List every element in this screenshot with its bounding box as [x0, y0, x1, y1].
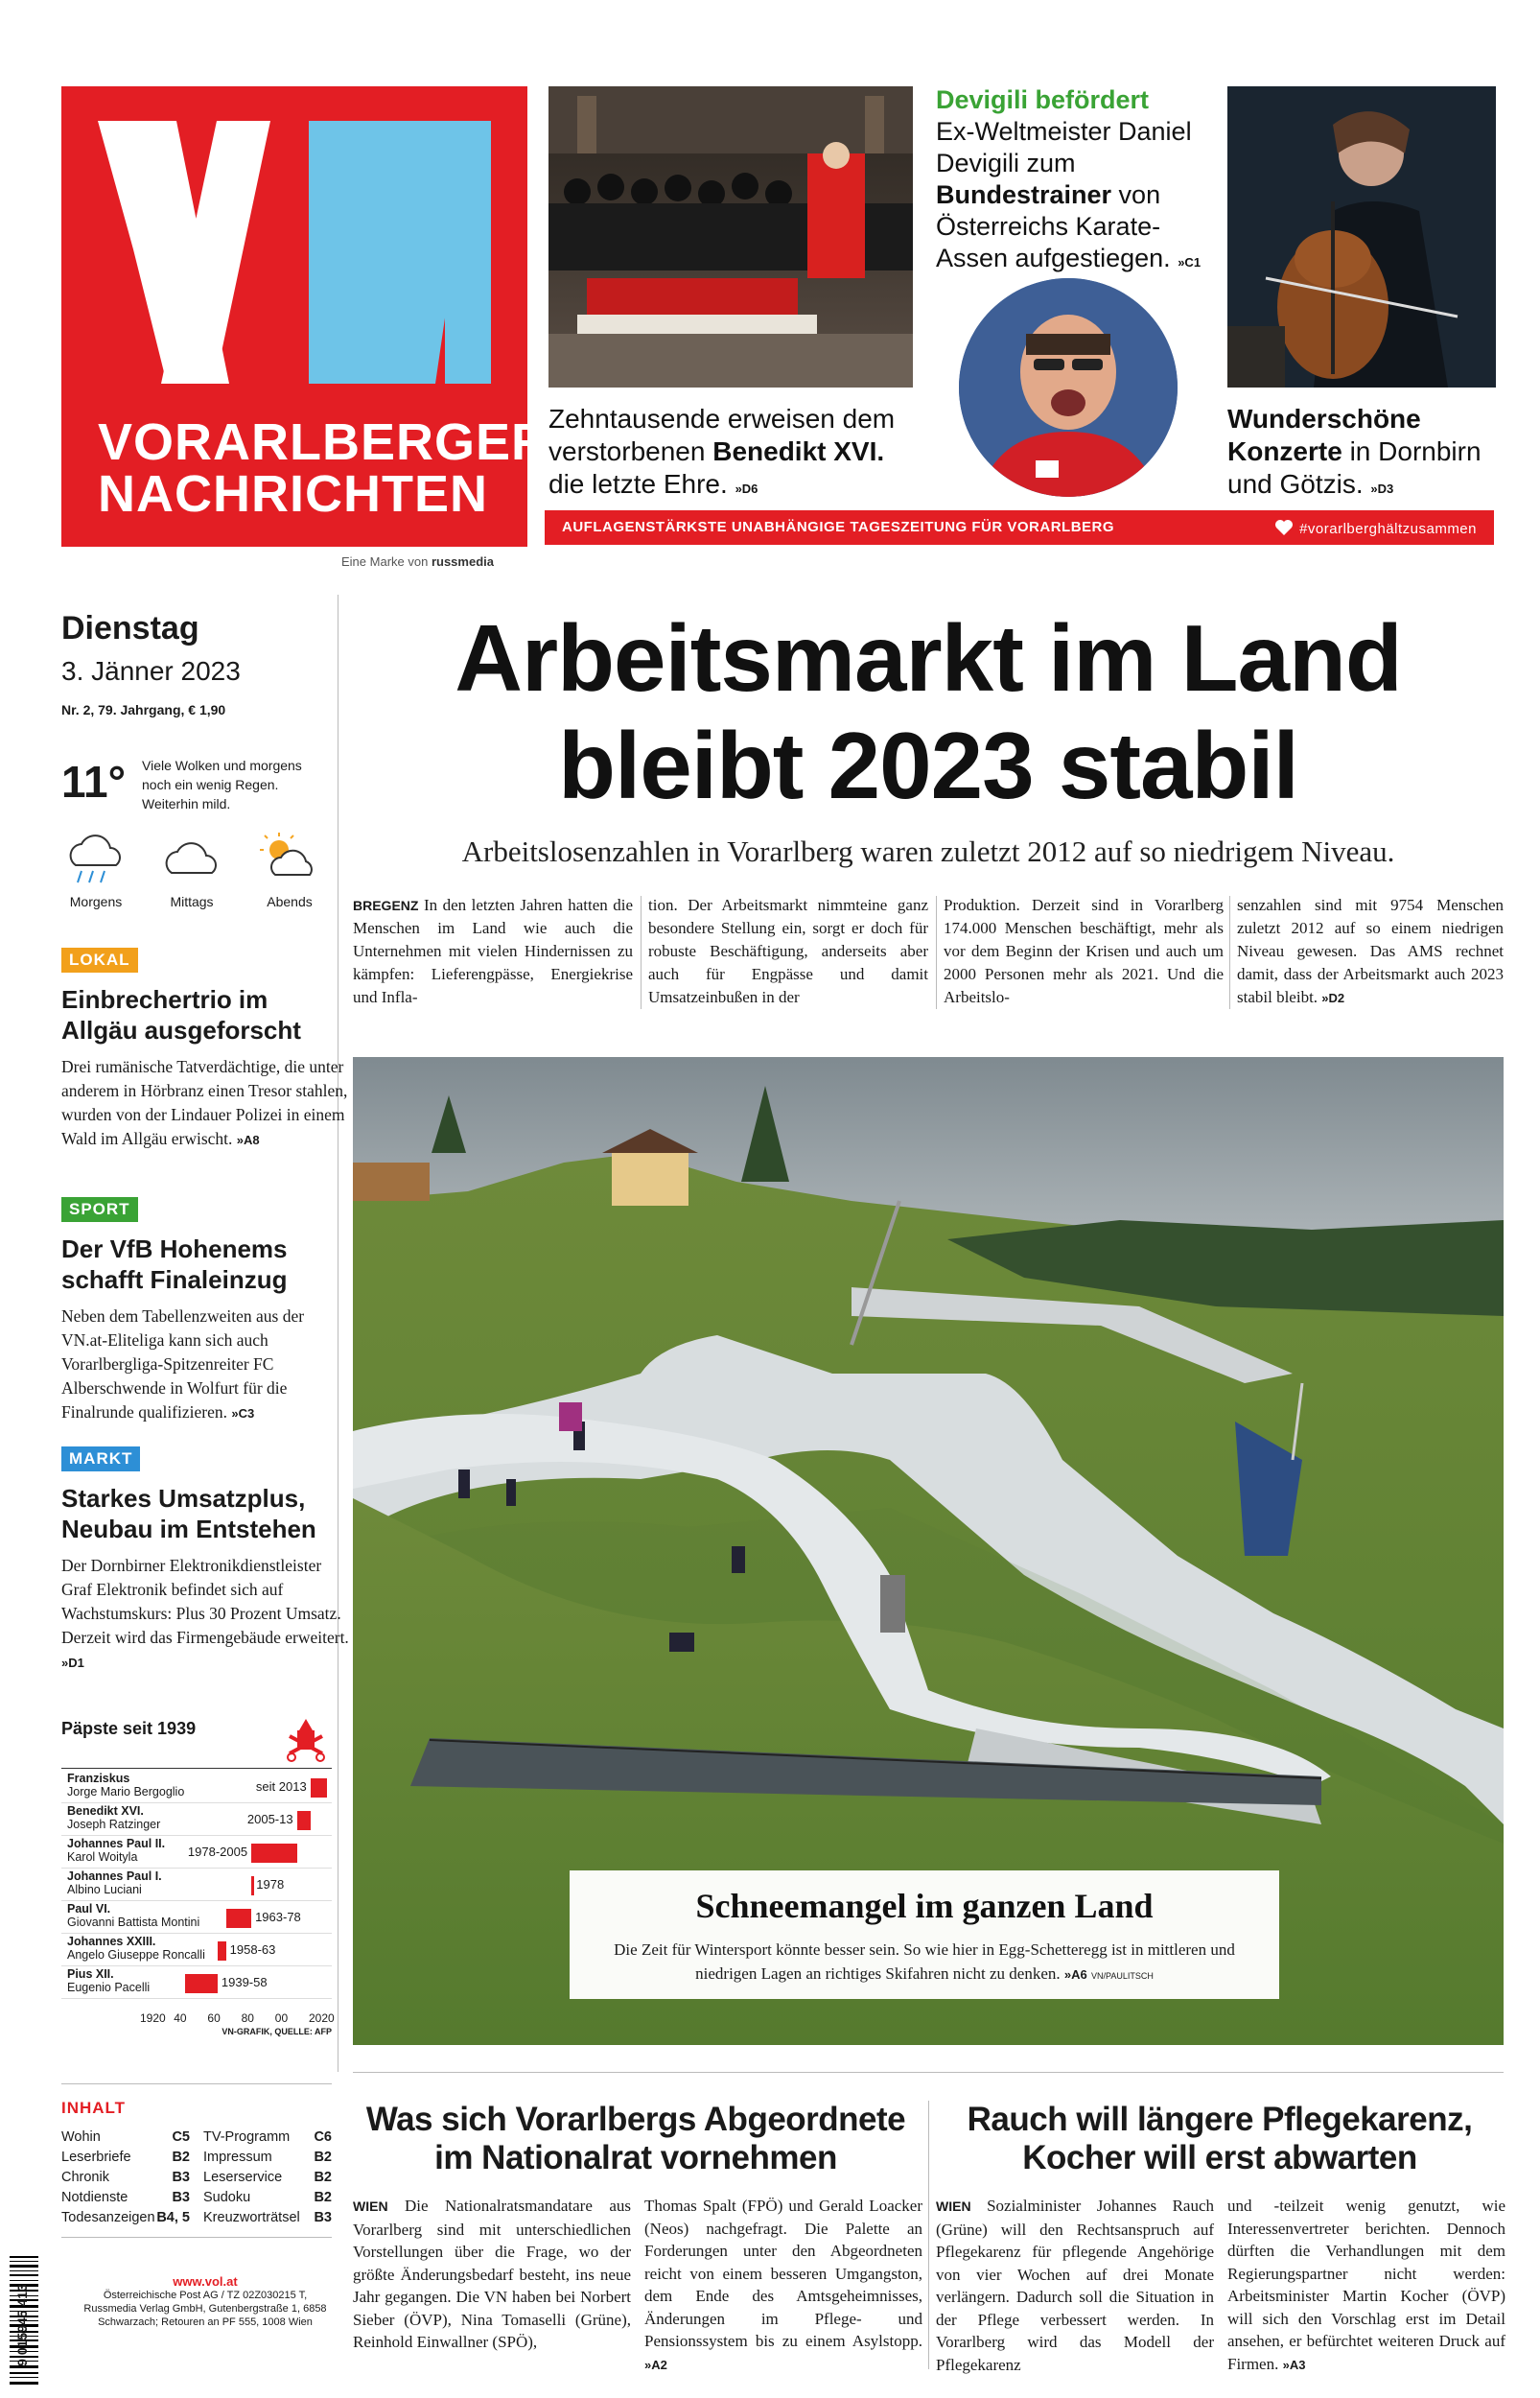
konzert-teaser[interactable]	[1227, 403, 1505, 505]
story-left-col-1-text: Die Nationalratsmandatare aus Vorarlberg sind mit unterschiedlichen Vorstellungen über die Frage, wo der größte Änderungsbedarf besteht, ins neue Jahr gegangen. Die VN haben bei Norbert Sieber (ÖVP), Nina Tomaselli (Grüne), Reinhold Einwallner (SPÖ),	[353, 2197, 631, 2351]
stories-divider	[928, 2101, 929, 2369]
hashtag[interactable]	[1274, 519, 1477, 537]
popes-axis-tick: 40	[174, 2011, 187, 2025]
devigili-teaser[interactable]	[936, 84, 1214, 278]
devigili-post: von Österreichs Karate-Assen aufgestiegen.	[936, 180, 1171, 272]
popes-axis-tick: 2020	[309, 2011, 335, 2025]
story-left-col-2-text: Thomas Spalt (FPÖ) und Gerald Loacker (Neos) nachgefragt. Die Palette an Forderungen unter den Abgeordneten reicht von einem besseren Umgangston, dem Ende des Amtsgeheimnisses, Änderungen im Pflege- und Pensionssystem bis zu einem Asylstopp.	[644, 2197, 922, 2350]
weather-noon-label: Mittags	[170, 894, 214, 909]
markt-text	[61, 1554, 353, 1675]
story-left-col-2	[644, 2195, 922, 2376]
benedikt-teaser-text: Zehntausende erweisen dem verstorbenen	[548, 404, 896, 466]
pope-years-label: 1963-78	[255, 1910, 301, 1924]
devigili-photo[interactable]	[959, 278, 1178, 497]
pope-name: Johannes Paul II.	[67, 1837, 166, 1850]
story-right-col-1	[936, 2195, 1214, 2376]
pope-row	[61, 1803, 332, 1836]
cloud-icon	[158, 831, 225, 884]
lead-col-1	[353, 894, 633, 1009]
weather-temp: 11°	[61, 757, 127, 807]
story-left-location: WIEN	[353, 2198, 388, 2214]
col-divider	[1229, 896, 1230, 1009]
lead-col-4-text: senzahlen sind mit 9754 Menschen zuletzt 2012 auf so einem niedrigen Niveau gewesen. Das AMS rechnet damit, dass der Arbeitsmarkt auch 2023 stabil bleibt.	[1237, 896, 1504, 1006]
pope-row	[61, 1966, 332, 1999]
toc-item[interactable]: Wohin C5	[61, 2129, 190, 2145]
issue-day: Dienstag	[61, 610, 199, 647]
konzert-bold: Wunderschöne Konzerte	[1227, 404, 1421, 466]
sport-title[interactable]: Der VfB Hohenems schafft Finaleinzug	[61, 1234, 288, 1294]
lead-headline-line1: Arbeitsmarkt im Land	[455, 605, 1402, 711]
col-divider	[936, 896, 937, 1009]
lokal-title[interactable]: Einbrechertrio im Allgäu ausgeforscht	[61, 985, 301, 1045]
pope-name: Johannes XXIII.	[67, 1935, 156, 1948]
pope-row	[61, 1869, 332, 1901]
pope-civil-name: Giovanni Battista Montini	[67, 1916, 200, 1929]
pope-years-label: 1978-2005	[187, 1845, 248, 1859]
devigili-text: Ex-Weltmeister Daniel Devigili zum	[936, 117, 1192, 177]
toc-item[interactable]: TV-Programm C6	[203, 2129, 332, 2145]
story-right-col-1-text: Sozialminister Johannes Rauch (Grüne) will den Rechtsanspruch auf Pflegekarenz für pflegende Angehörige von vier Wochen auf drei Monate verlängern. Dadurch soll die Situation in der Pflege verbessert werden. In Vorarlberg wird das Modell der Pflegekarenz	[936, 2197, 1215, 2374]
contents-divider	[61, 2083, 332, 2084]
photo-caption-title[interactable]: Schneemangel im ganzen Land	[695, 1887, 1154, 1925]
popes-chart-title: Päpste seit 1939	[61, 1719, 197, 1738]
lead-ref[interactable]: »D2	[1321, 991, 1345, 1005]
story-left-col-1	[353, 2195, 631, 2354]
masthead-logo	[61, 86, 550, 547]
toc-item[interactable]: Todesanzeigen B4, 5	[61, 2210, 190, 2225]
popes-source: VN-GRAFIK, QUELLE: AFP	[222, 2027, 332, 2036]
pope-civil-name: Joseph Ratzinger	[67, 1818, 161, 1831]
devigili-bold: Bundestrainer	[936, 180, 1112, 209]
tag-lokal[interactable]: LOKAL	[61, 948, 138, 973]
story-left-ref[interactable]: »A2	[644, 2357, 667, 2372]
benedikt-photo[interactable]	[548, 86, 913, 388]
konzert-photo[interactable]	[1227, 86, 1496, 388]
barcode-number: 9 015945 413	[14, 2284, 30, 2366]
toc-item[interactable]: Sudoku B2	[203, 2190, 332, 2205]
lead-headline[interactable]	[353, 604, 1504, 819]
pope-name: Johannes Paul I.	[67, 1869, 162, 1883]
pope-civil-name: Jorge Mario Bergoglio	[67, 1785, 185, 1798]
konzert-ref[interactable]: »D3	[1370, 482, 1394, 496]
pope-bar	[251, 1876, 254, 1895]
tagline-text: AUFLAGENSTÄRKSTE UNABHÄNGIGE TAGESZEITUNG FÜR VORARLBERG	[562, 519, 1115, 535]
story-right-col-2-text: und -teilzeit wenig genutzt, wie Interessenvertreter berichten. Dennoch dürften die Verhandlungen mit dem Regierungspartner nicht werden: Arbeitsminister Martin Kocher (ÖVP) will sich den Vorschlag erst im Detail ansehen, er befürchtet weiteren Druck auf Firmen.	[1227, 2197, 1505, 2373]
popes-axis-tick: 60	[207, 2011, 221, 2025]
pope-years-label: seit 2013	[255, 1779, 307, 1794]
toc-item[interactable]: Notdienste B3	[61, 2190, 190, 2205]
sport-text	[61, 1305, 353, 1425]
lead-subline: Arbeitslosenzahlen in Vorarlberg waren zuletzt 2012 auf so niedrigem Niveau.	[461, 835, 1395, 868]
toc-item[interactable]: Kreuzworträtsel B3	[203, 2210, 332, 2225]
markt-title[interactable]: Starkes Umsatzplus, Neubau im Entstehen	[61, 1484, 316, 1543]
popes-axis-tick: 00	[274, 2011, 289, 2025]
markt-ref[interactable]: »D1	[61, 1656, 84, 1670]
pope-row	[61, 1934, 332, 1966]
pope-row	[61, 1901, 332, 1934]
rain-cloud-icon	[62, 831, 129, 884]
benedikt-ref[interactable]: »D6	[735, 482, 758, 496]
site-url[interactable]: www.vol.at	[173, 2274, 238, 2289]
pope-civil-name: Karol Woityla	[67, 1850, 138, 1864]
pope-years-label: 2005-13	[246, 1812, 293, 1826]
pope-name: Pius XII.	[67, 1967, 114, 1981]
toc-item[interactable]: Leserservice B2	[203, 2170, 332, 2185]
toc-item[interactable]: Impressum B2	[203, 2150, 332, 2165]
col-divider	[641, 896, 642, 1009]
markt-body: Der Dornbirner Elektronikdienstleister Graf Elektronik befindet sich auf Wachstumskurs: Plus 30 Prozent Umsatz. Derzeit wird das Firmengebäude erweitert.	[61, 1556, 349, 1647]
contents-left	[61, 2128, 190, 2228]
pope-civil-name: Angelo Giuseppe Roncalli	[67, 1948, 205, 1962]
contents-right	[203, 2128, 332, 2228]
story-right-ref[interactable]: »A3	[1282, 2357, 1306, 2372]
popes-axis-tick: 80	[241, 2011, 254, 2025]
toc-item[interactable]: Leserbriefe B2	[61, 2150, 190, 2165]
photo-caption-body: Die Zeit für Wintersport könnte besser sein. So wie hier in Egg-Schetteregg ist in mittleren und niedrigen Lagen an richtiges Skifahren nicht zu denken.	[614, 1940, 1235, 1983]
benedikt-teaser-post: die letzte Ehre.	[548, 469, 728, 499]
sport-body: Neben dem Tabellenzweiten aus der VN.at-Eliteliga kann sich auch Vorarlbergliga-Spitzenreiter FC Alberschwende in Wolfurt für die Finalrunde qualifizieren.	[61, 1306, 305, 1422]
weather-morning	[58, 831, 134, 909]
story-right-location: WIEN	[936, 2198, 971, 2214]
benedikt-teaser[interactable]	[548, 403, 922, 505]
lead-col-4	[1237, 894, 1504, 1010]
pope-bar	[185, 1974, 217, 1993]
lead-col-1-text: In den letzten Jahren hatten die Menschen im Land wie auch die Unternehmen mit vielen Hindernissen zu kämpfen: Lieferengpässe, Energiekrise und Infla-	[353, 896, 634, 1006]
photo-caption	[570, 1870, 1279, 1999]
lokal-body: Drei rumänische Tatverdächtige, die unter anderem in Hörbranz einen Tresor stahlen, wurden von der Lindauer Polizei in einem Wald im Allgäu erwischt.	[61, 1057, 348, 1148]
photo-credit: VN/PAULITSCH	[1090, 1971, 1154, 1981]
weather-evening-label: Abends	[267, 894, 313, 909]
story-left-title[interactable]: Was sich Vorarlbergs Abgeordnete im Nationalrat vornehmen	[365, 2101, 906, 2176]
pope-civil-name: Albino Luciani	[67, 1883, 142, 1896]
pope-years-label: 1939-58	[221, 1975, 268, 1989]
contents-title: INHALT	[61, 2099, 127, 2117]
funeral-photo-graphic	[548, 86, 913, 388]
portrait-graphic	[959, 278, 1178, 497]
pope-bar	[311, 1778, 328, 1798]
pope-name: Paul VI.	[67, 1902, 111, 1916]
masthead-line1: VORARLBERGER	[98, 413, 550, 471]
pope-row	[61, 1771, 332, 1803]
cellist-graphic	[1227, 86, 1496, 388]
pope-bar	[218, 1941, 226, 1961]
photo-ref[interactable]: »A6	[1063, 1967, 1087, 1982]
pope-row	[61, 1836, 332, 1869]
popes-axis-tick: 1920	[140, 2011, 166, 2025]
brand-line	[341, 554, 494, 569]
pope-years-label: 1958-63	[229, 1942, 276, 1957]
lead-col-2: tion. Der Arbeitsmarkt nimmteine ganz besondere Stellung ein, sorgt er doch für robuste Beschäftigung, anderseits aber auch für Engpässe und damit Umsatzeinbußen in der	[648, 896, 928, 1006]
story-right-col-2	[1227, 2195, 1505, 2376]
masthead-line2: NACHRICHTEN	[98, 465, 488, 523]
pope-bar	[226, 1909, 251, 1928]
story-right-title[interactable]: Rauch will längere Pflegekarenz, Kocher will erst abwarten	[967, 2101, 1473, 2176]
pope-bar	[297, 1811, 311, 1830]
toc-item[interactable]: Chronik B3	[61, 2170, 190, 2185]
imprint-divider	[61, 2237, 332, 2238]
lead-col-3: Produktion. Derzeit sind in Vorarlberg 174.000 Menschen beschäftigt, mehr als vor dem Beginn der Krisen und auch um 2000 Personen mehr als 2021. Und die Arbeitslo-	[944, 896, 1224, 1006]
lokal-ref[interactable]: »A8	[236, 1133, 260, 1147]
tagline-bar	[545, 510, 1494, 545]
issue-date: 3. Jänner 2023	[61, 656, 241, 686]
imprint	[81, 2275, 330, 2329]
sun-cloud-icon	[256, 831, 323, 884]
devigili-kicker: Devigili befördert	[936, 85, 1150, 114]
weather-text: Viele Wolken und morgens noch ein wenig Regen. Weiterhin mild.	[142, 758, 302, 811]
konzert-text: in Dornbirn und Götzis.	[1227, 436, 1482, 499]
pope-name: Franziskus	[67, 1772, 130, 1785]
bottom-divider	[353, 2072, 1504, 2073]
brand-prefix: Eine Marke von	[341, 554, 429, 569]
pope-civil-name: Eugenio Pacelli	[67, 1981, 151, 1994]
tag-markt[interactable]: MARKT	[61, 1446, 140, 1471]
tag-sport[interactable]: SPORT	[61, 1197, 138, 1222]
issue-info: Nr. 2, 79. Jahrgang, € 1,90	[61, 702, 226, 717]
devigili-ref[interactable]: »C1	[1178, 255, 1202, 270]
imprint-text: Österreichische Post AG / TZ 02Z030215 T, Russmedia Verlag GmbH, Gutenbergstraße 1, 6858 Schwarzach; Retouren an PF 555, 1008 Wien	[83, 2290, 327, 2328]
pope-years-label: 1978	[256, 1877, 285, 1892]
weather-evening	[251, 831, 328, 909]
hashtag-text: #vorarlberghältzusammen	[1299, 521, 1477, 537]
lead-headline-line2: bleibt 2023 stabil	[558, 713, 1298, 818]
weather-noon	[153, 831, 230, 909]
papal-emblem-icon	[280, 1717, 332, 1765]
pope-name: Benedikt XVI.	[67, 1804, 144, 1818]
popes-chart-topline	[61, 1768, 332, 1769]
benedikt-teaser-bold: Benedikt XVI.	[712, 436, 885, 466]
lead-location: BREGENZ	[353, 898, 419, 913]
weather-morning-label: Morgens	[69, 894, 123, 909]
heart-icon	[1274, 519, 1294, 536]
lokal-text	[61, 1055, 353, 1152]
pope-bar	[251, 1844, 297, 1863]
photo-caption-text	[589, 1938, 1260, 1988]
brand-name: russmedia	[431, 554, 494, 569]
sport-ref[interactable]: »C3	[231, 1406, 255, 1421]
